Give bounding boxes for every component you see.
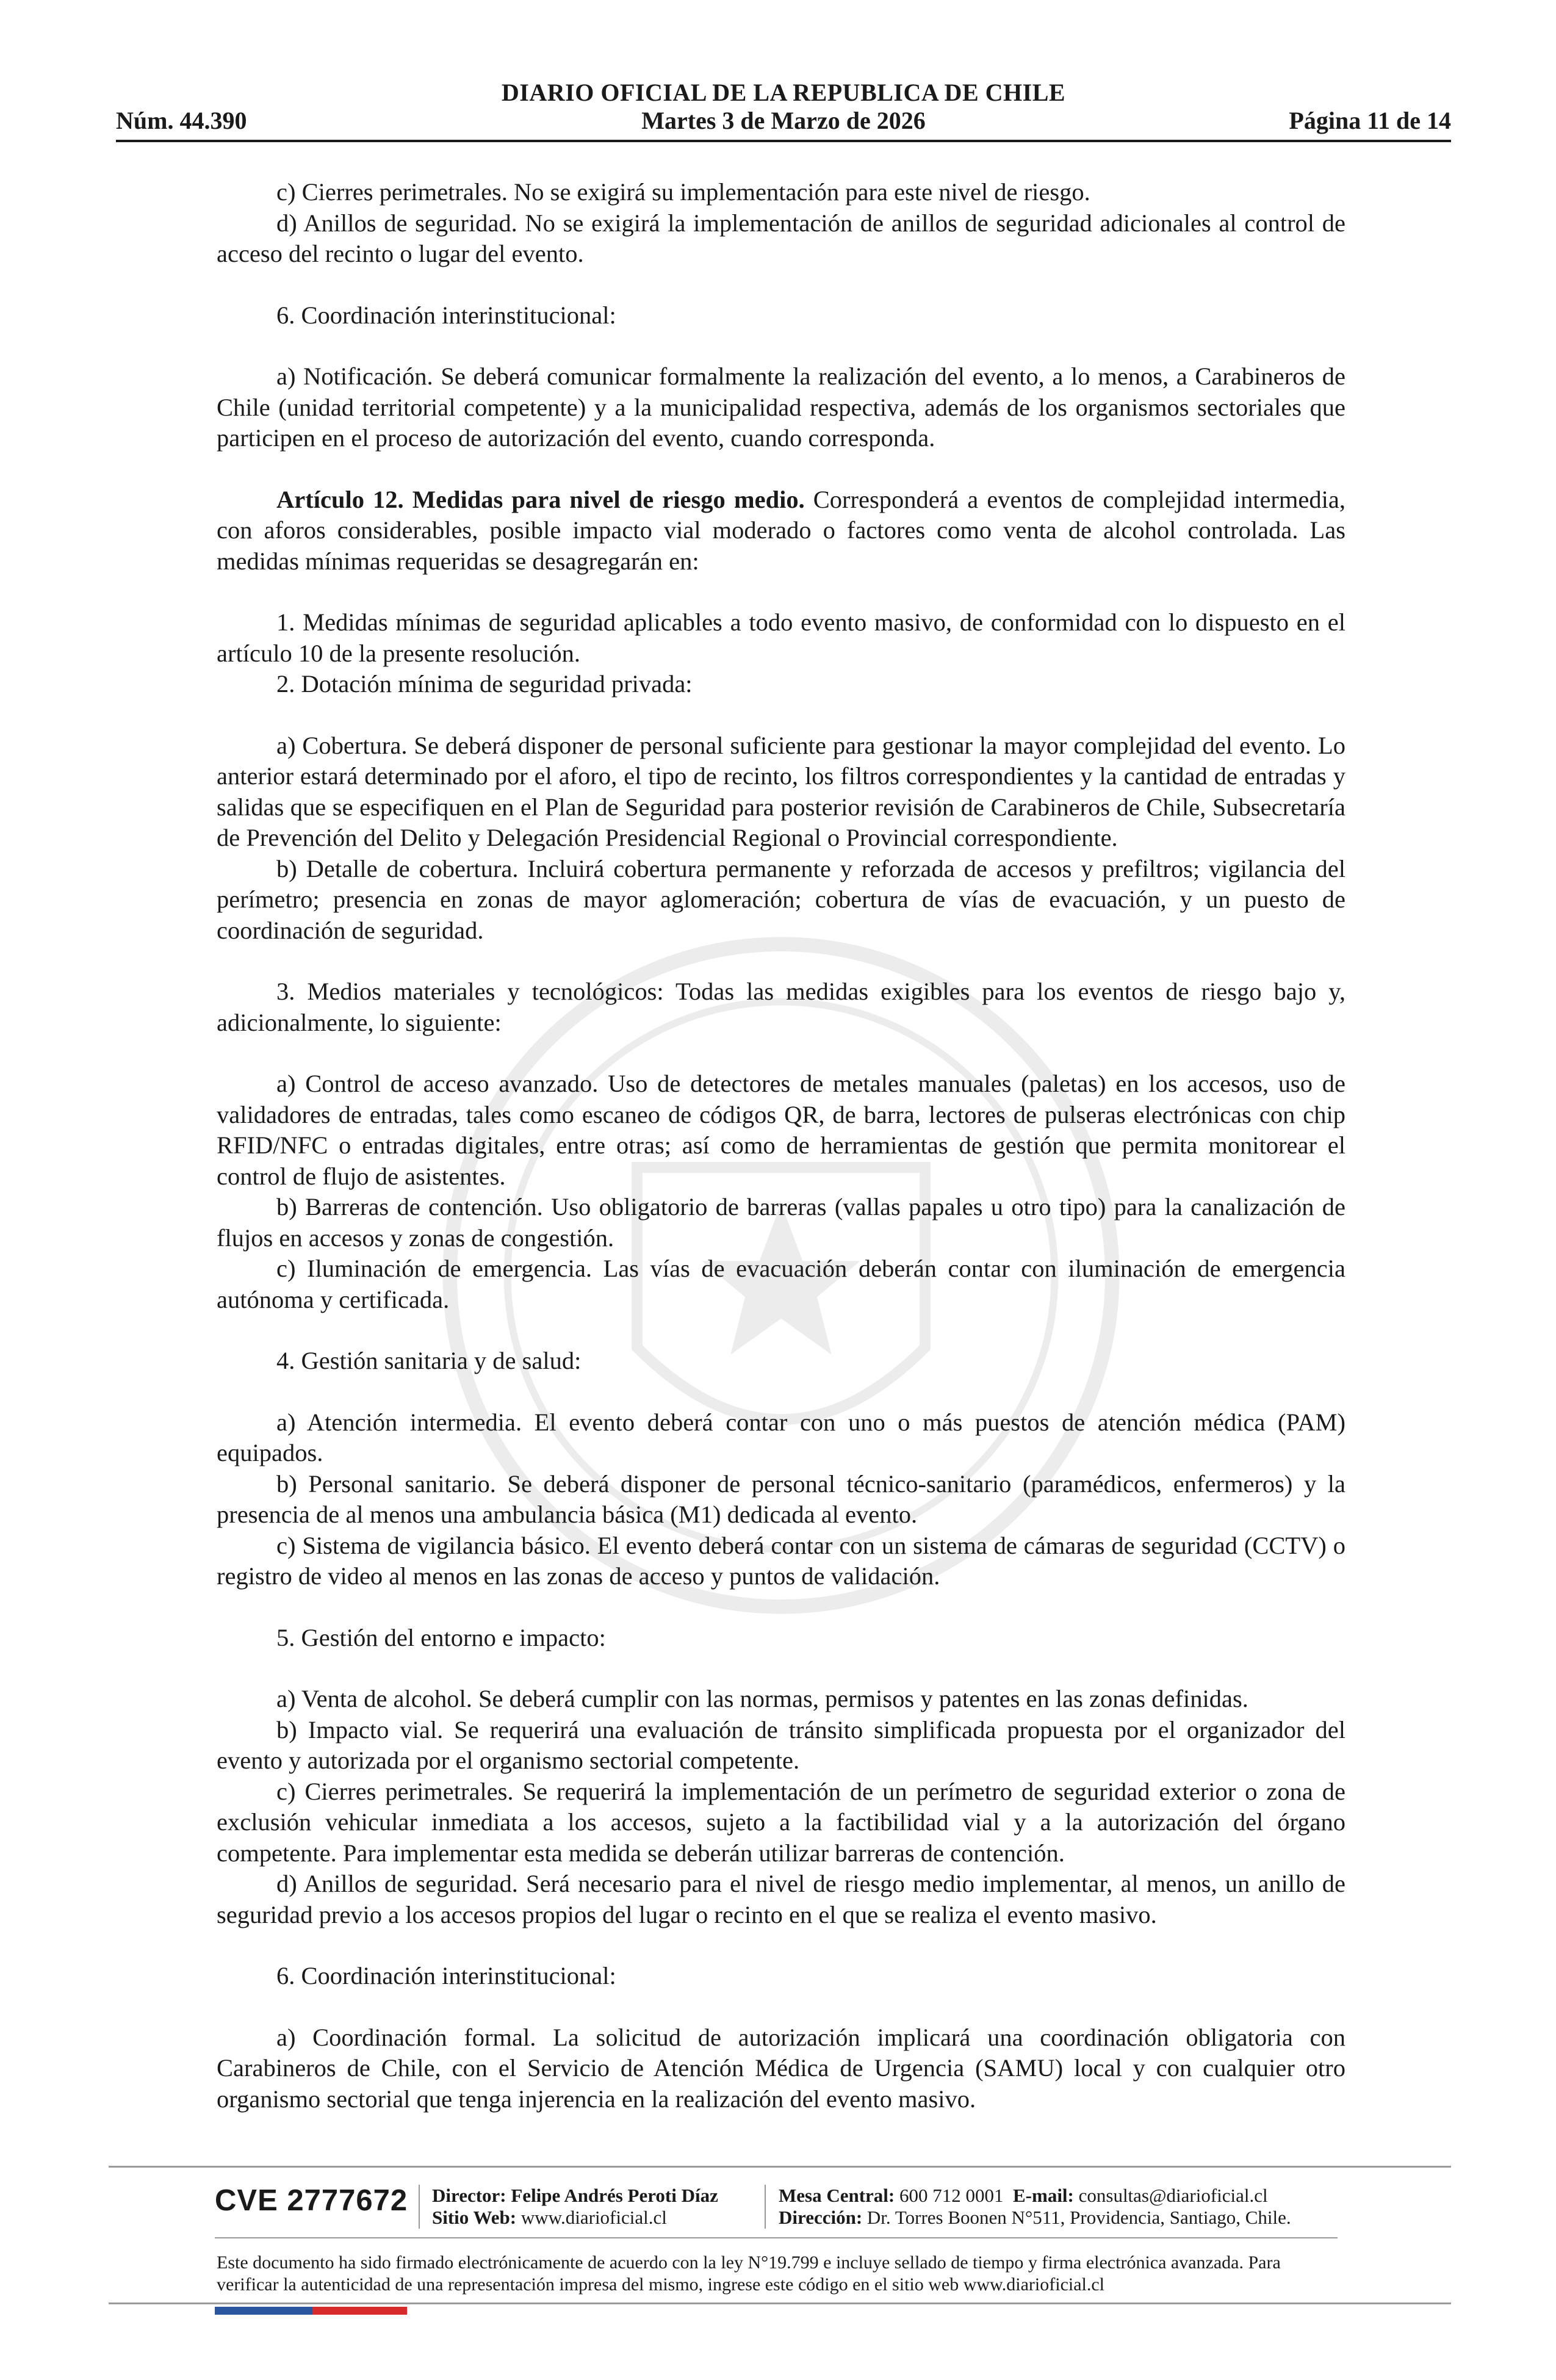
page-header [116, 78, 1451, 139]
section-heading: 6. Coordinación interinstitucional: [276, 301, 616, 329]
website-label: Sitio Web: [432, 2207, 517, 2228]
phone-label: Mesa Central: [779, 2185, 895, 2206]
paragraph: d) Anillos de seguridad. Será necesario para el nivel de riesgo medio implementar, al menos, un anillo de seguridad previo a los accesos propios del lugar o recinto en el que se realiza el evento masivo. [217, 1870, 1345, 1928]
section-heading: 5. Gestión del entorno e impacto: [276, 1623, 606, 1651]
header-divider [116, 140, 1451, 142]
paragraph: 1. Medidas mínimas de seguridad aplicables a todo evento masivo, de conformidad con lo dispuesto en el artículo 10 de la presente resolución. [217, 608, 1345, 667]
flag-stripe-blue [215, 2307, 312, 2315]
document-body [217, 177, 1345, 2115]
footer-divider [109, 2302, 1451, 2304]
section-heading: 2. Dotación mínima de seguridad privada: [276, 670, 693, 698]
page-indicator: Página 11 de 14 [1289, 107, 1451, 134]
article-title: Artículo 12. Medidas para nivel de riesgo medio. [276, 485, 805, 513]
phone-number: 600 712 0001 [899, 2185, 1004, 2206]
email-link[interactable]: consultas@diarioficial.cl [1078, 2185, 1268, 2206]
article-text: Corresponderá a eventos de complejidad intermedia, con aforos considerables, posible impacto vial moderado o factores como venta de alcohol controlada. Las medidas mínimas requeridas se desagregarán en: [217, 485, 1345, 575]
paragraph: a) Atención intermedia. El evento deberá contar con uno o más puestos de atención médica (PAM) equipados. [217, 1408, 1345, 1466]
section-heading: 3. Medios materiales y tecnológicos: Todas las medidas exigibles para los eventos de riesgo bajo y, adicionalmente, lo siguiente: [217, 978, 1345, 1036]
article-paragraph [217, 485, 1345, 577]
paragraph: b) Personal sanitario. Se deberá disponer de personal técnico-sanitario (paramédicos, enfermeros) y la presencia de al menos una ambulancia básica (M1) dedicada al evento. [217, 1469, 1345, 1528]
gazette-title: DIARIO OFICIAL DE LA REPUBLICA DE CHILE [501, 79, 1066, 106]
director-label: Director: [432, 2185, 506, 2206]
director-name: Felipe Andrés Peroti Díaz [511, 2185, 718, 2206]
paragraph: a) Venta de alcohol. Se deberá cumplir con las normas, permisos y patentes en las zonas definidas. [276, 1685, 1248, 1712]
paragraph: a) Control de acceso avanzado. Uso de detectores de metales manuales (paletas) en los accesos, uso de validadores de entradas, tales como escaneo de códigos QR, de barra, lectores de pulseras electrónicas con chip RFID/NFC o entradas digitales, entre otras; así como de herramientas de gestión que permita monitorear el control de flujo de asistentes. [217, 1070, 1345, 1190]
paragraph: a) Cobertura. Se deberá disponer de personal suficiente para gestionar la mayor complejidad del evento. Lo anterior estará determinado por el aforo, el tipo de recinto, los filtros correspondientes y la cantidad de entradas y salidas que se especifiquen en el Plan de Seguridad para posterior revisión de Carabineros de Chile, Subsecretaría de Prevención del Delito y Delegación Presidencial Regional o Provincial correspondiente. [217, 731, 1345, 851]
legal-notice: Este documento ha sido firmado electrónicamente de acuerdo con la ley N°19.799 e incluye sellado de tiempo y firma electrónica avanzada. Para verificar la autenticidad de una representación impresa del mismo, ingrese este código en el sitio web www.diarioficial.cl [217, 2252, 1281, 2295]
flag-stripe-red [312, 2307, 407, 2315]
issue-date: Martes 3 de Marzo de 2026 [641, 107, 926, 134]
website-link[interactable]: www.diarioficial.cl [520, 2207, 667, 2228]
paragraph: d) Anillos de seguridad. No se exigirá la implementación de anillos de seguridad adicionales al control de acceso del recinto o lugar del evento. [217, 209, 1345, 267]
paragraph: c) Cierres perimetrales. No se exigirá su implementación para este nivel de riesgo. [276, 178, 1090, 206]
footer-separator [419, 2185, 420, 2229]
email-label: E-mail: [1013, 2185, 1074, 2206]
address-text: Dr. Torres Boonen N°511, Providencia, Santiago, Chile. [866, 2207, 1291, 2228]
paragraph: b) Detalle de cobertura. Incluirá cobertura permanente y reforzada de accesos y prefiltros; vigilancia del perímetro; presencia en zonas de mayor aglomeración; cobertura de vías de evacuación, y un puesto de coordinación de seguridad. [217, 854, 1345, 944]
footer-contact-info [779, 2185, 1291, 2229]
cve-code: CVE 2777672 [215, 2184, 408, 2217]
section-heading: 4. Gestión sanitaria y de salud: [276, 1347, 582, 1374]
paragraph: b) Barreras de contención. Uso obligatorio de barreras (vallas papales u otro tipo) para la canalización de flujos en accesos y zonas de congestión. [217, 1193, 1345, 1252]
paragraph: c) Sistema de vigilancia básico. El evento deberá contar con un sistema de cámaras de seguridad (CCTV) o registro de video al menos en las zonas de acceso y puntos de validación. [217, 1531, 1345, 1590]
paragraph: c) Iluminación de emergencia. Las vías de evacuación deberán contar con iluminación de emergencia autónoma y certificada. [217, 1255, 1345, 1313]
footer-divider [109, 2166, 1451, 2168]
paragraph: b) Impacto vial. Se requerirá una evaluación de tránsito simplificada propuesta por el organizador del evento y autorizada por el organismo sectorial competente. [217, 1715, 1345, 1774]
footer-director-info [432, 2185, 718, 2229]
issue-number: Núm. 44.390 [116, 107, 247, 134]
footer-divider [215, 2237, 1338, 2238]
paragraph: c) Cierres perimetrales. Se requerirá la implementación de un perímetro de seguridad exterior o zona de exclusión vehicular inmediata a los accesos, sujeto a la factibilidad vial y a la autorización del órgano competente. Para implementar esta medida se deberán utilizar barreras de contención. [217, 1777, 1345, 1867]
paragraph: a) Notificación. Se deberá comunicar formalmente la realización del evento, a lo menos, a Carabineros de Chile (unidad territorial competente) y a la municipalidad respectiva, además de los organismos sectoriales que participen en el proceso de autorización del evento, cuando corresponda. [217, 362, 1345, 452]
section-heading: 6. Coordinación interinstitucional: [276, 1962, 616, 1989]
paragraph: a) Coordinación formal. La solicitud de autorización implicará una coordinación obligatoria con Carabineros de Chile, con el Servicio de Atención Médica de Urgencia (SAMU) local y con cualquier otro organismo sectorial que tenga injerencia en la realización del evento masivo. [217, 2023, 1345, 2113]
footer-separator [765, 2185, 766, 2229]
address-label: Dirección: [779, 2207, 863, 2228]
